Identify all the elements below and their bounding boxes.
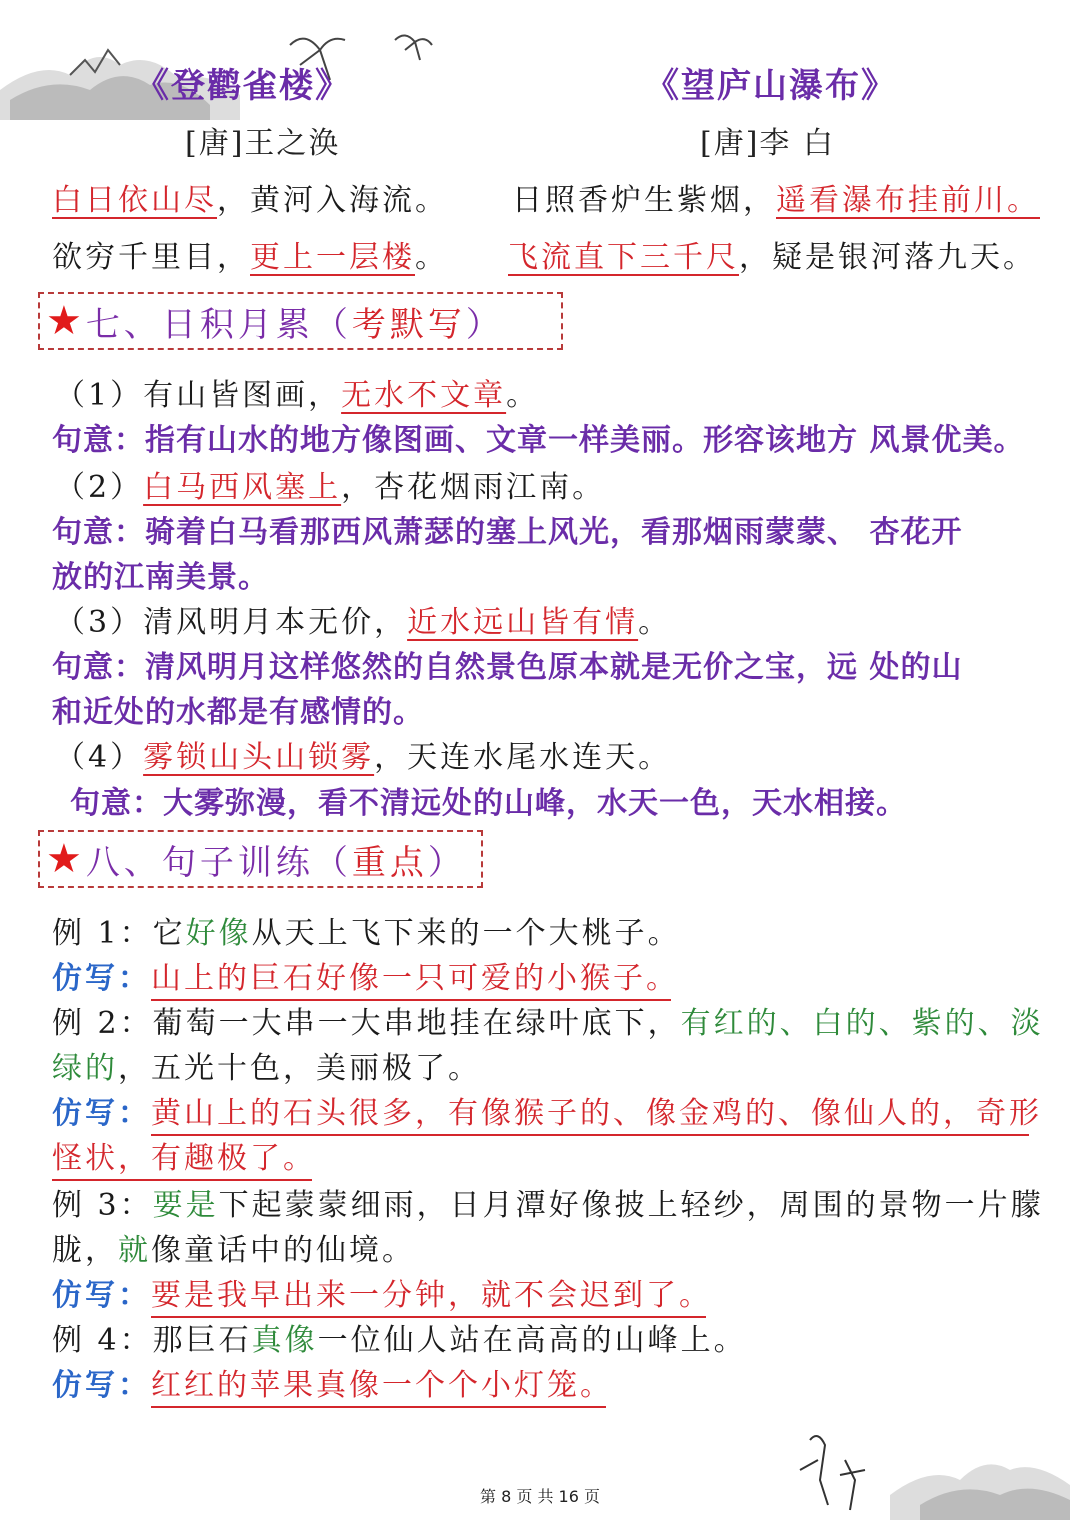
- sec7-meaning-2: 句意：骑着白马看那西风萧瑟的塞上风光，看那烟雨蒙蒙、 杏花开: [52, 515, 963, 550]
- sec7-item-3: （3）清风明月本无价，近水远山皆有情。: [55, 605, 672, 640]
- copy-answer: 山上的巨石好像一只可爱的小猴子。: [151, 953, 671, 1001]
- section-8-title: 八、句子训练（重点）: [85, 842, 466, 883]
- star-icon: ★: [46, 836, 82, 882]
- sec7-meaning-2b: 放的江南美景。: [52, 560, 269, 595]
- copy-1: 仿写：山上的巨石好像一只可爱的小猴子。: [52, 953, 671, 1001]
- example-3b: 胧，就像童话中的仙境。: [52, 1233, 415, 1268]
- sec7-item-2: （2）白马西风塞上，杏花烟雨江南。: [55, 470, 606, 505]
- sec7-meaning-4: 句意：大雾弥漫，看不清远处的山峰，水天一色，天水相接。: [70, 786, 907, 821]
- copy-answer: 怪状，有趣极了。: [52, 1133, 312, 1181]
- copy-answer: 黄山上的石头很多，有像猴子的、像金鸡的、像仙人的，奇形: [151, 1088, 1029, 1136]
- poem-text: 。: [415, 240, 448, 275]
- crane-icon: [395, 35, 432, 60]
- poem-title-1: 《登鹳雀楼》: [135, 66, 351, 106]
- poem2-line2: [508, 232, 1036, 276]
- copy-answer: 要是我早出来一分钟，就不会迟到了。: [151, 1270, 706, 1318]
- copy-3: 仿写：要是我早出来一分钟，就不会迟到了。: [52, 1270, 706, 1318]
- section-8-header: [38, 830, 483, 888]
- example-4: 例 4：那巨石真像一位仙人站在高高的山峰上。: [52, 1323, 747, 1358]
- sec7-meaning-1: 句意：指有山水的地方像图画、文章一样美丽。形容该地方 风景优美。: [52, 423, 1025, 458]
- poem-text: ，黄河入海流。: [217, 183, 448, 218]
- answer-text: 遥看瀑布挂前川。: [776, 183, 1040, 218]
- answer-text: 白日依山尽: [52, 183, 217, 218]
- sec7-meaning-3: 句意：清风明月这样悠然的自然景色原本就是无价之宝，远 处的山: [52, 650, 963, 685]
- copy-4: 仿写：红红的苹果真像一个个小灯笼。: [52, 1360, 606, 1408]
- poem-title-2: 《望庐山瀑布》: [645, 66, 897, 106]
- section-7-header: [38, 292, 563, 350]
- sec7-item-4: （4）雾锁山头山锁雾，天连水尾水连天。: [55, 740, 672, 775]
- poem-text: 日照香炉生紫烟，: [512, 183, 776, 218]
- copy-answer: 红红的苹果真像一个个小灯笼。: [151, 1360, 606, 1408]
- star-icon: ★: [46, 298, 82, 344]
- example-2b: 绿的，五光十色，美丽极了。: [52, 1051, 481, 1086]
- poem-text: 欲穷千里目，: [52, 240, 250, 275]
- poem-text: ，疑是银河落九天。: [739, 240, 1036, 275]
- poem1-line1: [52, 175, 448, 219]
- copy-2: 仿写：黄山上的石头很多，有像猴子的、像金鸡的、像仙人的，奇形: [52, 1088, 1029, 1136]
- section-7-title: 七、日积月累（考默写）: [85, 304, 504, 345]
- poem-author-1: [唐]王之涣: [185, 126, 341, 161]
- poem-author-2: [唐]李 白: [700, 126, 835, 161]
- answer-text: 更上一层楼: [250, 240, 415, 275]
- sec7-meaning-3b: 和近处的水都是有感情的。: [52, 695, 424, 730]
- copy-2b: [52, 1133, 316, 1181]
- poem1-line2: [52, 232, 448, 276]
- example-1: 例 1：它好像从天上飞下来的一个大桃子。: [52, 916, 681, 951]
- poem2-line1: [512, 175, 1040, 219]
- page-footer: 第 8 页 共 16 页: [480, 1487, 600, 1506]
- answer-text: 飞流直下三千尺: [508, 240, 739, 275]
- example-3: 例 3：要是下起蒙蒙细雨，日月潭好像披上轻纱，周围的景物一片朦: [52, 1188, 1044, 1223]
- sec7-item-1: （1）有山皆图画，无水不文章。: [55, 378, 540, 413]
- example-2: 例 2：葡萄一大串一大串地挂在绿叶底下，有红的、白的、紫的、淡: [52, 1006, 1044, 1041]
